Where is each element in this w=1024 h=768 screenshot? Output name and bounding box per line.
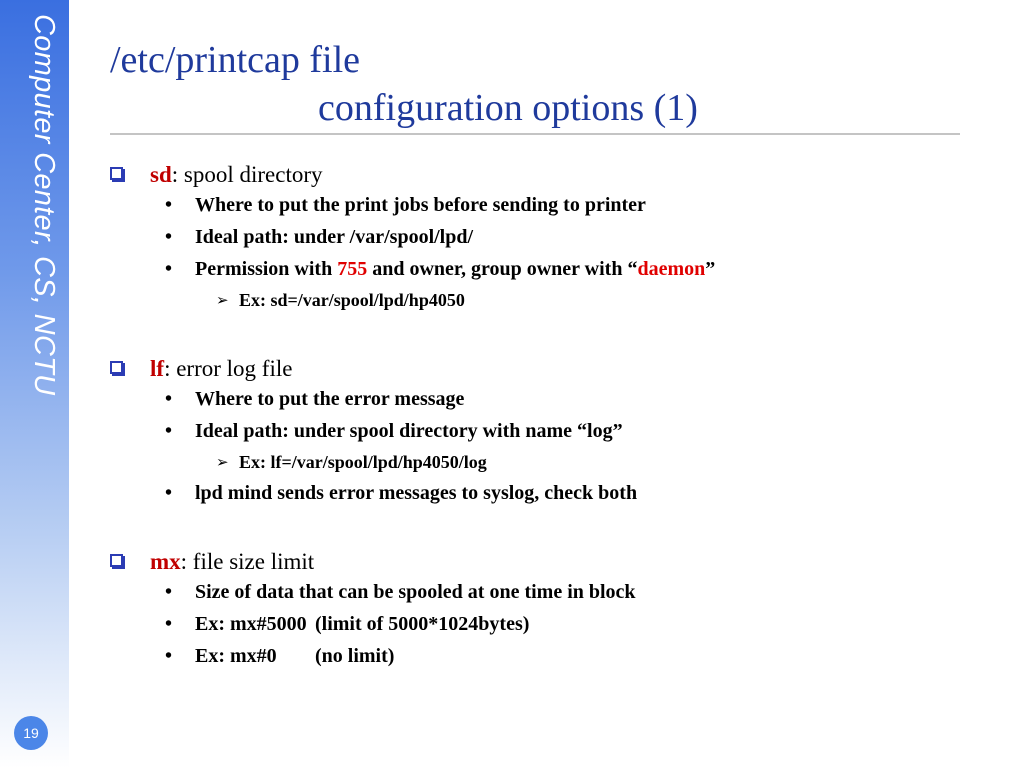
bullet-text: Ideal path: under spool directory with name “log”: [195, 420, 623, 442]
option-key: mx: [150, 549, 181, 574]
example-code: Ex: mx#0: [195, 645, 277, 667]
bullet-text: Ideal path: under /var/spool/lpd/: [195, 226, 474, 248]
bullet-icon: •: [165, 258, 173, 280]
bullet-icon: •: [165, 194, 173, 216]
example-text: Ex: sd=/var/spool/lpd/hp4050: [239, 290, 465, 310]
page-number-badge: 19: [14, 716, 48, 750]
option-key: sd: [150, 162, 172, 187]
title-divider: [110, 133, 960, 135]
checkbox-bullet-icon: [110, 167, 123, 180]
example-code: Ex: mx#5000: [195, 613, 307, 635]
bullet-icon: •: [165, 645, 173, 667]
bullet-text: [195, 645, 394, 668]
title-line-1: /etc/printcap file: [110, 39, 361, 81]
checkbox-bullet-icon: [110, 554, 123, 567]
arrow-bullet-icon: ➢: [216, 455, 229, 471]
permission-value: 755: [337, 258, 368, 280]
bullet-text: Size of data that can be spooled at one time in block: [195, 581, 636, 603]
checkbox-bullet-icon: [110, 361, 123, 374]
option-key: lf: [150, 356, 165, 381]
example-note: (no limit): [315, 645, 395, 667]
title-line-2: configuration options (1): [318, 87, 698, 129]
bullet-text: [195, 258, 715, 281]
option-desc: : error log file: [164, 356, 293, 381]
bullet-icon: •: [165, 420, 173, 442]
owner-value: daemon: [637, 258, 706, 280]
arrow-bullet-icon: ➢: [216, 293, 229, 309]
quote-close: ”: [705, 258, 716, 280]
bullet-text: lpd mind sends error messages to syslog, check both: [195, 482, 638, 504]
bullet-icon: •: [165, 226, 173, 248]
text-part: Permission with: [195, 258, 338, 280]
slide-title: [110, 36, 870, 132]
bullet-text: Where to put the error message: [195, 388, 465, 410]
option-desc: : spool directory: [171, 162, 323, 187]
bullet-icon: •: [165, 482, 173, 504]
bullet-text: [195, 613, 529, 636]
option-desc: : file size limit: [180, 549, 315, 574]
bullet-icon: •: [165, 613, 173, 635]
example-note: (limit of 5000*1024bytes): [315, 613, 530, 635]
sidebar: [0, 0, 69, 768]
quote-open: “: [627, 258, 638, 280]
example-text: Ex: lf=/var/spool/lpd/hp4050/log: [239, 452, 487, 472]
bullet-icon: •: [165, 581, 173, 603]
bullet-icon: •: [165, 388, 173, 410]
text-part: and owner, group owner with: [367, 258, 628, 280]
bullet-text: Where to put the print jobs before sending to printer: [195, 194, 646, 216]
sidebar-org-text: Computer Center, CS, NCTU: [28, 14, 60, 396]
